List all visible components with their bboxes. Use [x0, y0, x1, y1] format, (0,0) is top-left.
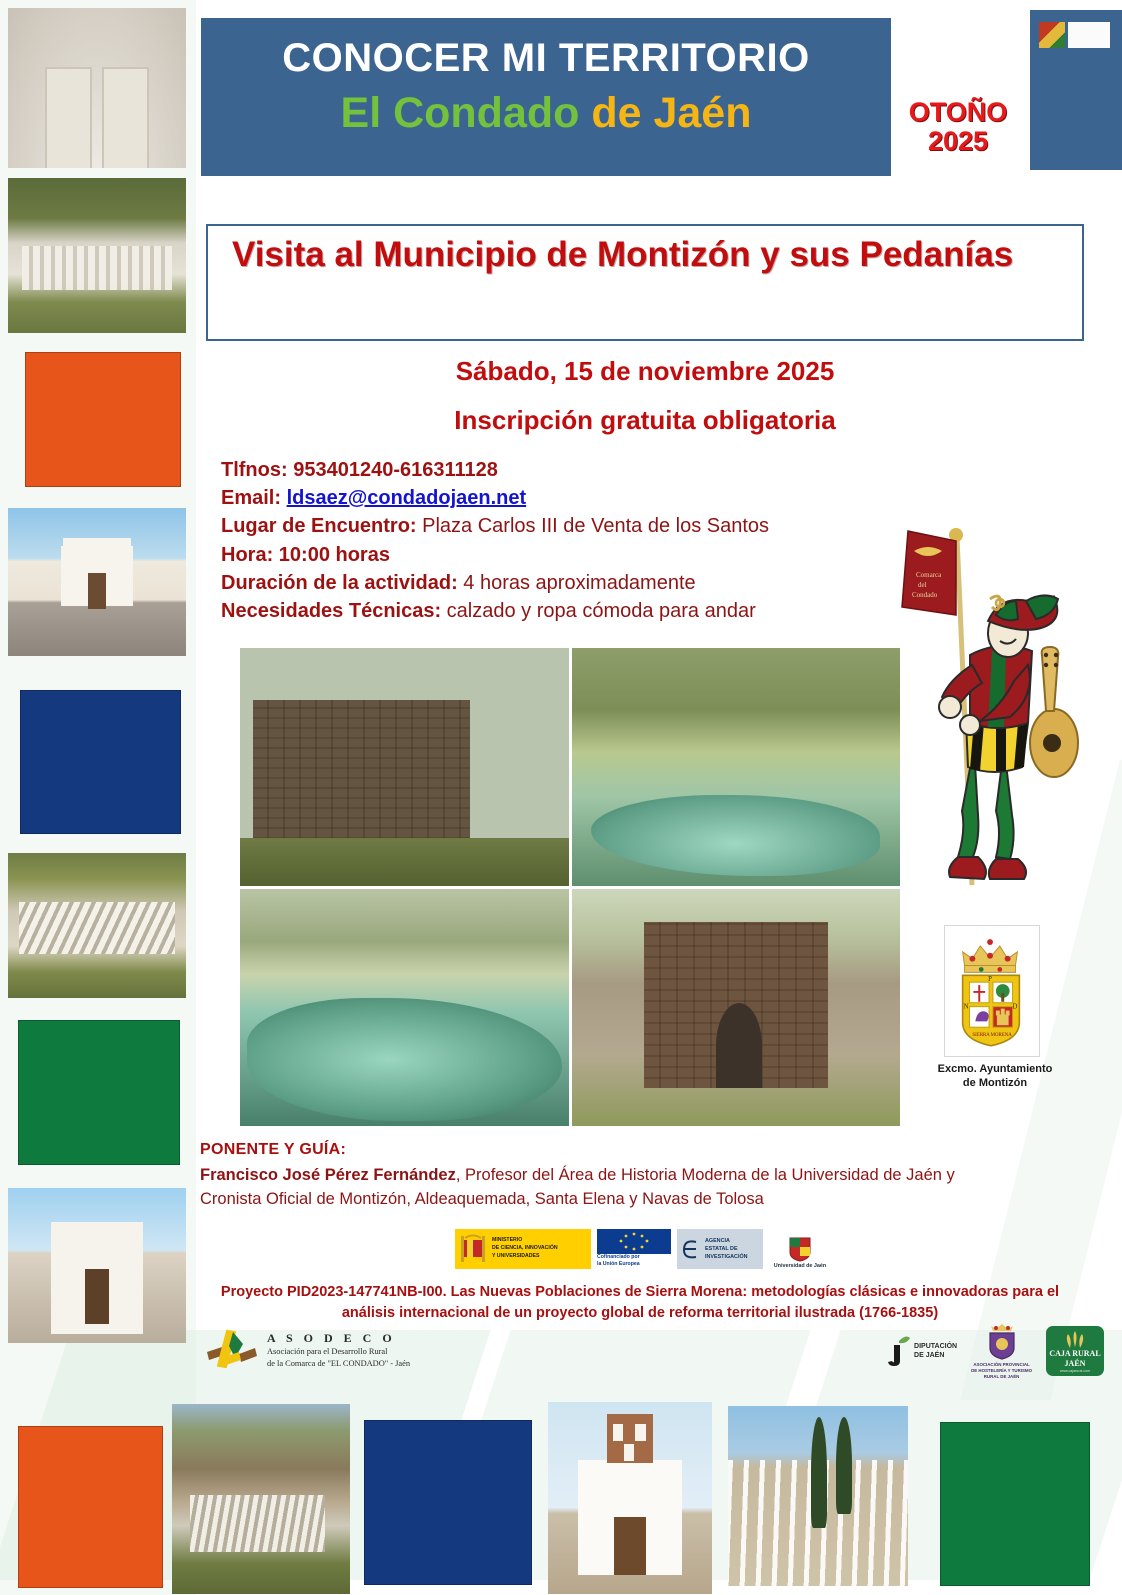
diputacion-jaen-logo: [888, 1333, 957, 1369]
asodeco-logo: [203, 1322, 503, 1378]
pond-reflection-photo: [240, 889, 569, 1127]
svg-text:D: D: [1012, 1003, 1018, 1011]
jester-illustration: [900, 515, 1090, 905]
coa-caption-line-2: de Montizón: [962, 1076, 1028, 1089]
ruin-wall-photo: [240, 648, 569, 886]
subtitle-gold-part: de Jaén: [591, 89, 752, 137]
page-title: CONOCER MI TERRITORIO: [282, 36, 810, 80]
detail-value-phones: 953401240-616311128: [287, 459, 498, 481]
visit-title-box: [206, 224, 1084, 341]
coa-caption-line-1: Excmo. Ayuntamiento: [937, 1063, 1053, 1075]
caja-sub: www.cajarural.com: [1059, 1368, 1091, 1373]
detail-row-phones: [221, 456, 901, 484]
detail-label-duration: Duración de la actividad:: [221, 571, 458, 594]
asociacion-provincial-logo: [971, 1322, 1032, 1379]
detail-row-requirements: [221, 597, 901, 625]
caja-rural-jaen-logo: [1046, 1326, 1104, 1376]
left-item-navy-swatch: [20, 690, 181, 834]
aei-line-3: INVESTIGACIÓN: [705, 1254, 748, 1261]
bottom-chapel-photo: [548, 1402, 712, 1594]
detail-row-meeting-point: [221, 512, 901, 540]
eu-caption-line-2: la Unión Europea: [597, 1261, 640, 1268]
asoc-line-1: ASOCIACIÓN PROVINCIAL: [973, 1362, 1030, 1368]
detail-value-meeting-point: Plaza Carlos III de Venta de los Santos: [416, 515, 770, 538]
bottom-cemetery-photo: [728, 1406, 908, 1586]
aerial-town-photo: [8, 853, 186, 998]
aei-mark-icon: [680, 1236, 702, 1262]
montizon-coat-of-arms: [944, 925, 1040, 1057]
asodeco-mark-icon: [203, 1324, 259, 1376]
speaker-role-line-2: Cronista Oficial de Montizón, Aldeaquemada, Santa Elena y Navas de Tolosa: [200, 1190, 764, 1209]
email-link[interactable]: ldsaez@condadojaen.net: [286, 487, 527, 510]
svg-text:del: del: [918, 581, 927, 589]
detail-label-time: Hora:: [221, 543, 274, 566]
season-line-1: OTOÑO: [908, 97, 1008, 127]
diputacion-j-icon: [888, 1333, 910, 1369]
partner-brand-row: [888, 1322, 1104, 1380]
project-reference: [200, 1282, 1080, 1323]
provincial-crest-icon: [981, 1322, 1023, 1362]
bottom-navy-swatch: [364, 1420, 532, 1585]
caja-line-1: CAJA RURAL: [1049, 1349, 1101, 1359]
diputacion-line-1: DIPUTACIÓN: [914, 1342, 958, 1350]
details-block: [221, 456, 901, 625]
bottom-green-swatch: [940, 1422, 1090, 1586]
detail-row-email: [221, 484, 901, 512]
project-line-1: Proyecto PID2023-147741NB-I00. Las Nuevas Poblaciones de Sierra Morena: metodologías clásicas e innovadoras para el: [220, 1284, 1060, 1300]
left-item-facade-photo: [8, 8, 186, 168]
left-item-orange-swatch: [25, 352, 181, 487]
partner-mark-icon: [1068, 22, 1110, 48]
left-item-aerial-village-photo: [8, 178, 186, 333]
ujaen-shield-icon: [787, 1235, 813, 1263]
asoc-line-3: RURAL DE JAÉN: [983, 1373, 1020, 1379]
left-item-white-church-photo: [8, 1188, 186, 1343]
subtitle-green-part: El Condado: [340, 89, 580, 137]
wheat-ears-icon: [1062, 1329, 1088, 1349]
header-band: [201, 18, 891, 176]
cypress-tree-shape: [836, 1417, 852, 1514]
bottom-orange-swatch: [18, 1426, 163, 1588]
detail-label-phones: Tlfnos:: [221, 459, 288, 481]
detail-label-email: Email:: [221, 487, 282, 510]
speaker-role-line-1: , Profesor del Área de Historia Moderna de la Universidad de Jaén y: [455, 1166, 955, 1184]
ministry-line-3: Y UNIVERSIDADES: [492, 1252, 540, 1259]
bottom-hillside-village: [172, 1404, 350, 1594]
eu-flag-icon: [597, 1229, 671, 1254]
registration-note: Inscripción gratuita obligatoria: [454, 405, 836, 435]
ujaen-caption: Universidad de Jaén: [773, 1263, 827, 1269]
universidad-jaen-logo: [769, 1229, 831, 1269]
speaker-description: [200, 1163, 1080, 1212]
svg-text:Condado: Condado: [912, 591, 938, 599]
asodeco-line-2: de la Comarca de "EL CONDADO" - Jaén: [267, 1358, 411, 1368]
detail-label-requirements: Necesidades Técnicas:: [221, 599, 442, 622]
detail-label-meeting-point: Lugar de Encuentro:: [221, 515, 417, 538]
speaker-heading: PONENTE Y GUÍA:: [200, 1141, 347, 1158]
aerial-village-photo: [8, 178, 186, 333]
caja-line-2: JAÉN: [1064, 1358, 1086, 1368]
asoc-line-2: DE HOSTELERÍA Y TURISMO: [971, 1368, 1032, 1374]
eu-cofunding-logo: [597, 1229, 671, 1269]
plaza-church-photo: [8, 508, 186, 656]
jester-with-flag-icon: [900, 515, 1090, 905]
svg-text:N: N: [963, 1003, 969, 1011]
photo-grid: [240, 648, 900, 1126]
diputacion-line-2: DE JAÉN: [914, 1352, 945, 1359]
asodeco-text: [267, 1331, 410, 1369]
cypress-tree-shape: [811, 1417, 827, 1529]
left-photo-column: [0, 0, 196, 1385]
ministry-line-1: MINISTERIO: [492, 1237, 523, 1244]
visit-date: Sábado, 15 de noviembre 2025: [455, 356, 835, 386]
eu-caption-line-1: Cofinanciado por: [597, 1254, 640, 1260]
season-badge: [893, 98, 1023, 155]
spain-coat-of-arms-icon: [458, 1232, 488, 1266]
left-item-plaza-church-photo: [8, 508, 186, 656]
facade-photo: [8, 8, 186, 168]
detail-value-requirements: calzado y ropa cómoda para andar: [441, 599, 756, 622]
aei-logo: [677, 1229, 763, 1269]
condado-mark-icon: [1039, 22, 1065, 48]
visit-title: Visita al Municipio de Montizón y sus Pedanías: [232, 235, 1014, 274]
aei-line-1: AGENCIA: [705, 1237, 730, 1244]
svg-text:Comarca: Comarca: [916, 571, 942, 579]
left-item-aerial-town-photo: [8, 853, 186, 998]
asodeco-line-1: Asociación para el Desarrollo Rural: [267, 1347, 388, 1357]
funder-logo-row: [455, 1228, 831, 1270]
detail-value-time: 10:00 horas: [273, 543, 390, 566]
page-subtitle: [201, 89, 891, 138]
project-line-2: análisis internacional de un proyecto global de reforma territorial ilustrada (1766-1835): [341, 1304, 939, 1321]
svg-text:P: P: [988, 976, 992, 984]
svg-text:SIERRA MORENA: SIERRA MORENA: [972, 1033, 1012, 1038]
bottom-photo-strip: [0, 1392, 1122, 1595]
asodeco-name: A S O D E C O: [267, 1331, 396, 1346]
stone-mill-ruin-photo: [572, 889, 901, 1127]
coat-of-arms-icon: [945, 926, 1037, 1054]
belltower-shape: [607, 1414, 653, 1464]
corner-logo-panel: [1030, 10, 1122, 170]
speaker-block: [200, 1141, 1080, 1212]
ministry-line-2: DE CIENCIA, INNOVACIÓN: [492, 1245, 558, 1252]
stream-vegetation-photo: [572, 648, 901, 886]
left-item-green-swatch: [18, 1020, 180, 1165]
detail-value-duration: 4 horas aproximadamente: [457, 571, 696, 594]
detail-row-time: [221, 541, 901, 569]
ministry-logo: [455, 1229, 591, 1269]
speaker-name: Francisco José Pérez Fernández: [200, 1166, 456, 1184]
season-line-2: 2025: [927, 125, 989, 156]
white-church-photo: [8, 1188, 186, 1343]
coat-of-arms-caption: [900, 1063, 1090, 1091]
aei-line-2: ESTATAL DE: [705, 1245, 738, 1252]
detail-row-duration: [221, 569, 901, 597]
